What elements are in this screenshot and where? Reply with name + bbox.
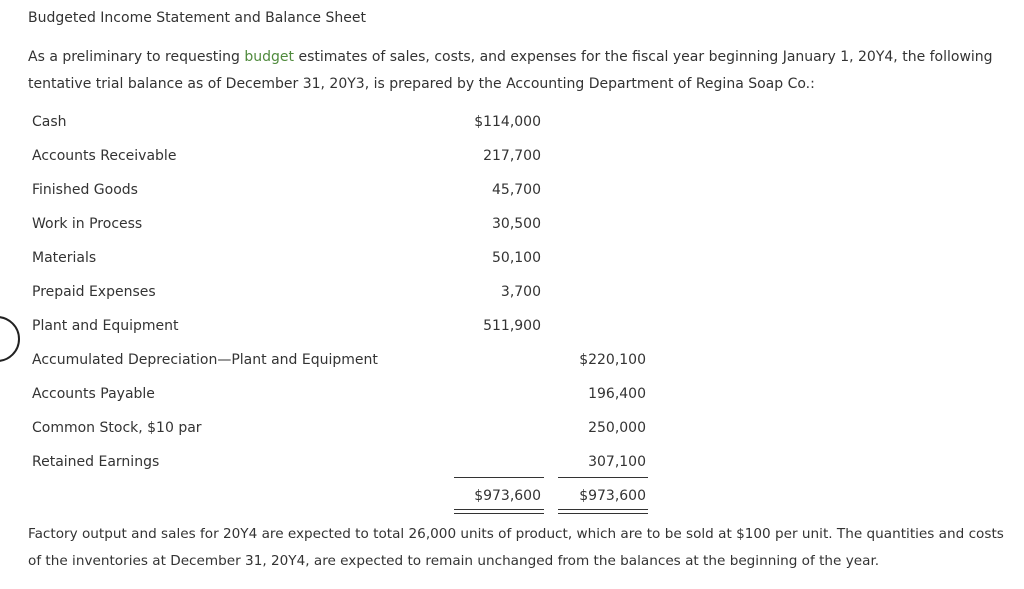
table-row [0,112,700,132]
page-title: Budgeted Income Statement and Balance Sheet [28,10,366,26]
account-label: Finished Goods [32,182,138,198]
table-row [0,418,700,438]
table-row [0,146,700,166]
debit-value: 3,700 [500,284,541,300]
account-label: Accounts Payable [32,386,155,402]
totals-row [0,486,700,506]
closing-paragraph: Factory output and sales for 20Y4 are expected to total 26,000 units of product, which are to be sold at $100 per unit. The quantities and costs of the inventories at December 31, 20Y4, are expected to remain unchanged from the balances at the beginning of the year. [28,526,1004,569]
table-row [0,248,700,268]
debit-value: 30,500 [492,216,541,232]
account-label: Retained Earnings [32,454,160,470]
credit-total-rule [558,477,648,478]
account-label: Accounts Receivable [32,148,177,164]
account-label: Cash [32,114,67,130]
account-label: Prepaid Expenses [32,284,156,300]
credit-value: 250,000 [588,420,646,436]
account-label: Materials [32,250,97,266]
intro-paragraph [28,44,1008,98]
table-row [0,214,700,234]
budget-link[interactable]: budget [244,49,295,65]
account-label: Common Stock, $10 par [32,420,202,436]
table-row [0,282,700,302]
credit-value: $220,100 [579,352,646,368]
debit-value: 50,100 [492,250,541,266]
debit-total-rule [454,477,544,478]
credit-value: 307,100 [588,454,646,470]
account-label: Work in Process [32,216,143,232]
account-label: Plant and Equipment [32,318,179,334]
debit-value: 217,700 [483,148,541,164]
credit-double-rule [558,509,648,514]
table-row [0,316,700,336]
account-label: Accumulated Depreciation—Plant and Equipment [32,352,378,368]
intro-text-after: estimates of sales, costs, and expenses for the fiscal year beginning January 1, 20Y4, the following tentative trial balance as of December 31, 20Y3, is prepared by the Accounting Department of Regina Soap Co.: [28,49,993,92]
debit-total: $973,600 [474,488,541,504]
intro-text-before: As a preliminary to requesting [28,49,245,65]
debit-double-rule [454,509,544,514]
table-row [0,452,700,472]
table-row [0,350,700,370]
credit-value: 196,400 [588,386,646,402]
debit-value: $114,000 [474,114,541,130]
table-row [0,180,700,200]
debit-value: 511,900 [483,318,541,334]
table-row [0,384,700,404]
credit-total: $973,600 [579,488,646,504]
debit-value: 45,700 [492,182,541,198]
